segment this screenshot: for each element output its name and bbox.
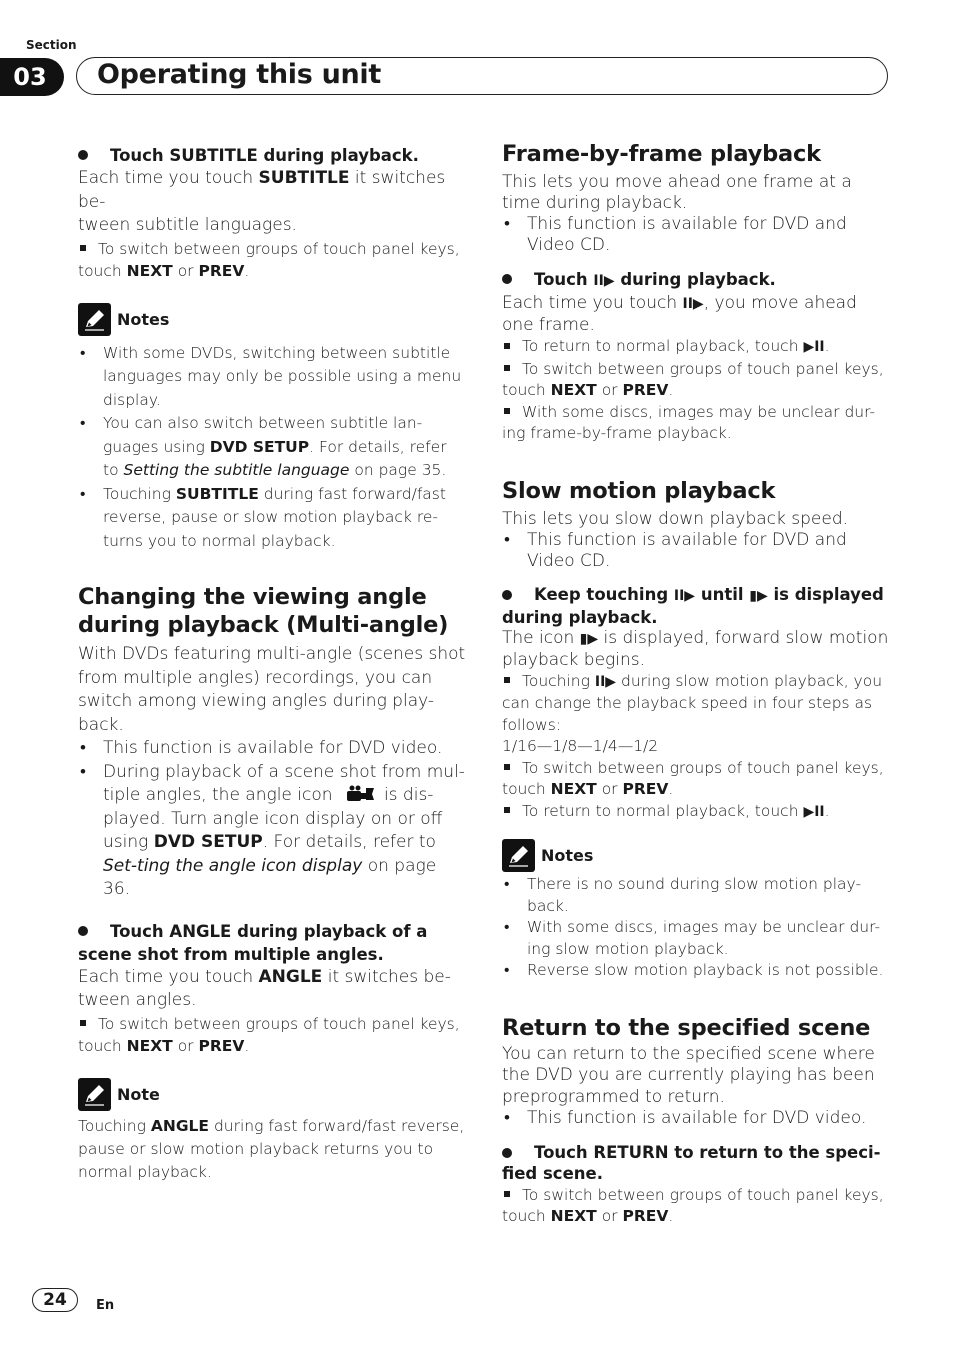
angle-bullet: • This function is available for DVD video. xyxy=(80,738,443,758)
section-heading-frame: Frame-by-frame playback xyxy=(502,141,821,167)
square-bullet-icon xyxy=(80,245,86,251)
notes-header: Notes xyxy=(502,839,892,872)
angle-icon xyxy=(346,785,376,803)
section-heading-scene: Return to the specified scene xyxy=(502,1014,871,1041)
step-bullet-icon xyxy=(502,1148,512,1158)
section-heading-angle: Changing the viewing angle during playback (Multi-angle) xyxy=(78,584,449,638)
angle-intro: With DVDs featuring multi-angle (scenes shot from multiple angles) recordings, you can switch among viewing angles during play-back. xyxy=(78,644,466,735)
slow-return-normal: To return to normal playback, touch ▶II. xyxy=(502,801,892,824)
step-bullet-icon xyxy=(502,590,512,600)
note-item: • With some DVDs, switching between subtitle languages may only be possible using a menu display. xyxy=(80,343,462,409)
subtitle-body: Each time you touch SUBTITLE it switches be- tween subtitle languages. xyxy=(78,168,446,235)
square-bullet-icon xyxy=(504,677,510,683)
frame-body: Each time you touch II▶, you move ahead one frame. xyxy=(502,293,857,335)
slow-switch-keys: To switch between groups of touch panel keys, touch NEXT or PREV. xyxy=(502,758,884,798)
pause-play-icon: II▶ xyxy=(593,273,615,289)
scene-intro: You can return to the specified scene where the DVD you are currently playing has been preprogrammed to return. xyxy=(502,1043,875,1107)
pencil-icon xyxy=(78,303,111,336)
square-bullet-icon xyxy=(504,408,510,414)
angle-bullet: • During playback of a scene shot from mul-tiple angles, the angle icon is dis-played. Turn angle icon display on or off using DVD SETUP. For details, refer to Set-ting the angle icon display on page 36. xyxy=(80,761,465,899)
note-item: • There is no sound during slow motion play-back. xyxy=(504,875,862,915)
pause-play-icon: II▶ xyxy=(673,587,696,604)
scene-switch-keys: To switch between groups of touch panel keys, touch NEXT or PREV. xyxy=(502,1185,884,1225)
play-pause-icon: ▶II xyxy=(803,803,825,820)
square-bullet-icon xyxy=(504,343,510,349)
angle-body: Each time you touch ANGLE it switches be-tween angles. xyxy=(78,966,451,1010)
page-title: Operating this unit xyxy=(97,59,381,90)
note-item: • With some discs, images may be unclear dur-ing slow motion playback. xyxy=(504,918,881,958)
section-heading-slow: Slow motion playback xyxy=(502,477,776,504)
slow-motion-icon: ▮▶ xyxy=(749,587,768,604)
square-bullet-icon xyxy=(504,365,510,371)
frame-switch-keys: To switch between groups of touch panel keys, touch NEXT or PREV. xyxy=(502,359,884,399)
step-bullet-icon xyxy=(78,926,88,936)
step-bullet-icon xyxy=(502,274,512,284)
header-bar xyxy=(76,57,888,95)
left-column xyxy=(78,140,466,1184)
subtitle-step: Touch SUBTITLE during playback. xyxy=(78,144,466,167)
note-item: • Reverse slow motion playback is not possible. xyxy=(504,961,884,979)
section-label: Section xyxy=(26,38,77,52)
page-number: 24 xyxy=(32,1288,78,1312)
slow-body: The icon ▮▶ is displayed, forward slow motion playback begins. xyxy=(502,627,889,670)
pause-play-icon: II▶ xyxy=(682,296,704,312)
note-text: Touching ANGLE during fast forward/fast reverse, pause or slow motion playback returns you to normal playback. xyxy=(78,1116,465,1181)
frame-step: Touch II▶ during playback. xyxy=(502,268,892,293)
frame-bullet: • This function is available for DVD and Video CD. xyxy=(504,214,847,255)
slow-motion-icon: ▮▶ xyxy=(579,630,599,647)
square-bullet-icon xyxy=(504,807,510,813)
slow-bullet: • This function is available for DVD and Video CD. xyxy=(504,529,847,571)
frame-intro: This lets you move ahead one frame at a time during playback. xyxy=(502,172,852,213)
pause-play-icon: II▶ xyxy=(594,673,617,690)
angle-switch-keys: To switch between groups of touch panel keys, touch NEXT or PREV. xyxy=(78,1014,460,1055)
step-bullet-icon xyxy=(78,150,88,160)
notes-header: Notes xyxy=(78,303,466,336)
note-item: • Touching SUBTITLE during fast forward/fast reverse, pause or slow motion playback re-turns you to normal playback. xyxy=(80,484,446,550)
play-pause-icon: ▶II xyxy=(803,339,825,355)
scene-bullet: • This function is available for DVD video. xyxy=(504,1108,867,1128)
angle-step: Touch ANGLE during playback of a scene shot from multiple angles. xyxy=(78,921,428,964)
slow-speeds: 1/16—1/8—1/4—1/2 xyxy=(502,737,659,755)
section-number-badge: 03 xyxy=(0,58,64,96)
square-bullet-icon xyxy=(504,764,510,770)
square-bullet-icon xyxy=(504,1191,510,1197)
language-label: En xyxy=(96,1298,115,1313)
frame-return-normal: To return to normal playback, touch ▶II. xyxy=(502,336,892,359)
slow-step: Keep touching II▶ until ▮▶ is displayed during playback. xyxy=(502,584,884,627)
right-column xyxy=(502,140,892,1228)
slow-touching: Touching II▶ during slow motion playback, you can change the playback speed in four steps as follows: xyxy=(502,671,883,734)
note-header: Note xyxy=(78,1078,466,1111)
subtitle-switch-keys: To switch between groups of touch panel keys, touch NEXT or PREV. xyxy=(78,239,460,280)
scene-step: Touch RETURN to return to the speci- fied scene. xyxy=(502,1142,881,1183)
note-item: • You can also switch between subtitle lan-guages using DVD SETUP. For details, refer to Setting the subtitle language on page 35. xyxy=(80,414,447,479)
slow-intro: This lets you slow down playback speed. xyxy=(502,508,849,529)
square-bullet-icon xyxy=(80,1020,86,1026)
frame-unclear: With some discs, images may be unclear dur-ing frame-by-frame playback. xyxy=(502,402,876,442)
pencil-icon xyxy=(502,839,535,872)
pencil-icon xyxy=(78,1078,111,1111)
